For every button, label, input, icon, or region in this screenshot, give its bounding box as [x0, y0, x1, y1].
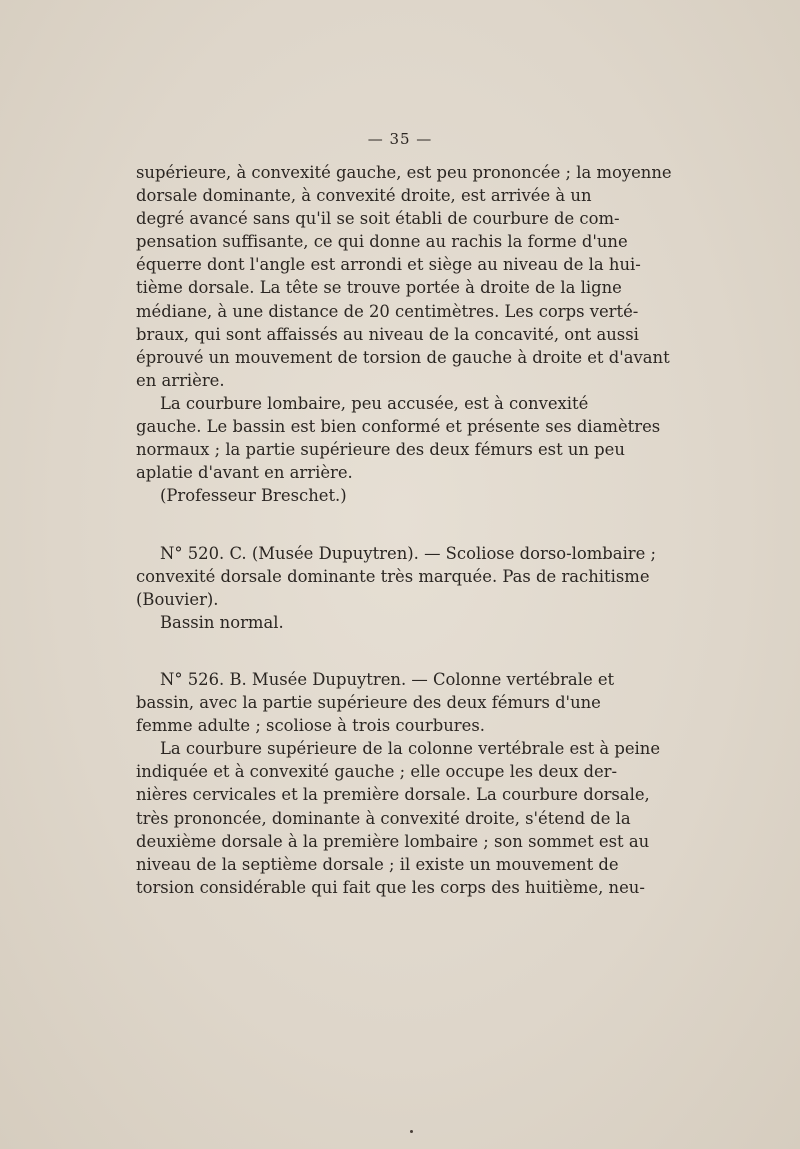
text-line: équerre dont l'angle est arrondi et siège au niveau de la hui-	[136, 255, 641, 275]
text-line: très prononcée, dominante à convexité droite, s'étend de la	[136, 808, 631, 828]
text-line: (Bouvier).	[136, 590, 219, 610]
text-line: indiquée et à convexité gauche ; elle occupe les deux der-	[136, 762, 618, 782]
text-line: convexité dorsale dominante très marquée. Pas de rachitisme	[136, 567, 650, 587]
text-line: N° 520. C. (Musée Dupuytren). — Scoliose dorso-lombaire ;	[160, 544, 657, 563]
text-line: Bassin normal.	[160, 613, 284, 633]
text-line: aplatie d'avant en arrière.	[136, 463, 353, 483]
text-line: médiane, à une distance de 20 centimètres. Les corps verté-	[136, 301, 639, 321]
page-number: — 35 —	[367, 130, 433, 148]
entry-526	[136, 668, 661, 899]
text-line: nières cervicales et la première dorsale. La courbure dorsale,	[136, 785, 650, 805]
text-line: degré avancé sans qu'il se soit établi de courbure de com-	[136, 209, 620, 229]
paragraph-lumbar-curvature	[136, 392, 661, 507]
text-line: La courbure supérieure de la colonne vertébrale est à peine	[160, 739, 661, 759]
entry-520	[136, 542, 657, 634]
text-line: gauche. Le bassin est bien conformé et présente ses diamètres	[136, 417, 661, 437]
text-line: bassin, avec la partie supérieure des deux fémurs d'une	[136, 693, 601, 713]
text-line: N° 526. B. Musée Dupuytren. — Colonne vertébrale et	[160, 670, 615, 689]
text-line: normaux ; la partie supérieure des deux fémurs est un peu	[136, 440, 625, 460]
text-line: dorsale dominante, à convexité droite, est arrivée à un	[136, 186, 592, 206]
paragraph-continuation	[136, 161, 672, 392]
text-line: tième dorsale. La tête se trouve portée à droite de la ligne	[136, 278, 622, 298]
text-line: pensation suffisante, ce qui donne au rachis la forme d'une	[136, 232, 628, 252]
text-line: niveau de la septième dorsale ; il existe un mouvement de	[136, 854, 619, 874]
text-line: supérieure, à convexité gauche, est peu prononcée ; la moyenne	[136, 163, 672, 182]
text-line: La courbure lombaire, peu accusée, est à convexité	[160, 394, 589, 413]
text-line: (Professeur Breschet.)	[160, 486, 347, 506]
text-line: deuxième dorsale à la première lombaire ; son sommet est au	[136, 831, 650, 851]
text-line: torsion considérable qui fait que les corps des huitième, neu-	[136, 877, 645, 897]
text-line: éprouvé un mouvement de torsion de gauche à droite et d'avant	[136, 347, 670, 367]
text-line: en arrière.	[136, 370, 225, 390]
ink-speck	[410, 1130, 413, 1133]
text-line: braux, qui sont affaissés au niveau de la concavité, ont aussi	[136, 324, 639, 344]
text-line: femme adulte ; scoliose à trois courbures.	[136, 716, 485, 736]
